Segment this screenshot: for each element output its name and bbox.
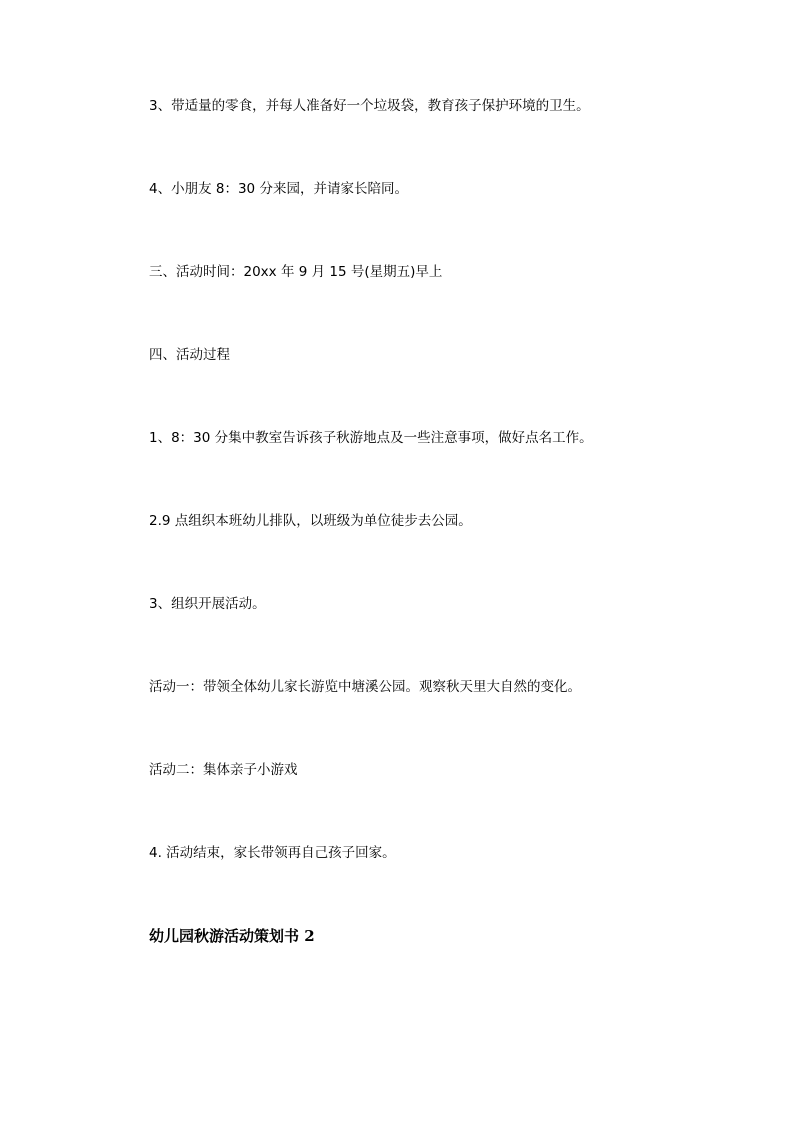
paragraph-step-organize: 3、组织开展活动。 xyxy=(149,596,266,612)
paragraph-activity-two: 活动二：集体亲子小游戏 xyxy=(149,762,298,778)
paragraph-activity-time: 三、活动时间：20xx 年 9 月 15 号(星期五)早上 xyxy=(149,264,443,280)
paragraph-activity-one: 活动一：带领全体幼儿家长游览中塘溪公园。观察秋天里大自然的变化。 xyxy=(149,679,581,695)
paragraph-step-gather: 1、8：30 分集中教室告诉孩子秋游地点及一些注意事项，做好点名工作。 xyxy=(149,430,593,446)
paragraph-step-line-up: 2.9 点组织本班幼儿排队，以班级为单位徒步去公园。 xyxy=(149,513,472,529)
section-title: 幼儿园秋游活动策划书 2 xyxy=(149,927,315,945)
paragraph-snacks-trash-bag: 3、带适量的零食，并每人准备好一个垃圾袋，教育孩子保护环境的卫生。 xyxy=(149,98,590,114)
paragraph-arrival-time: 4、小朋友 8：30 分来园，并请家长陪同。 xyxy=(149,181,408,197)
paragraph-activity-end: 4. 活动结束，家长带领再自己孩子回家。 xyxy=(149,845,396,861)
paragraph-activity-process-heading: 四、活动过程 xyxy=(149,347,230,363)
